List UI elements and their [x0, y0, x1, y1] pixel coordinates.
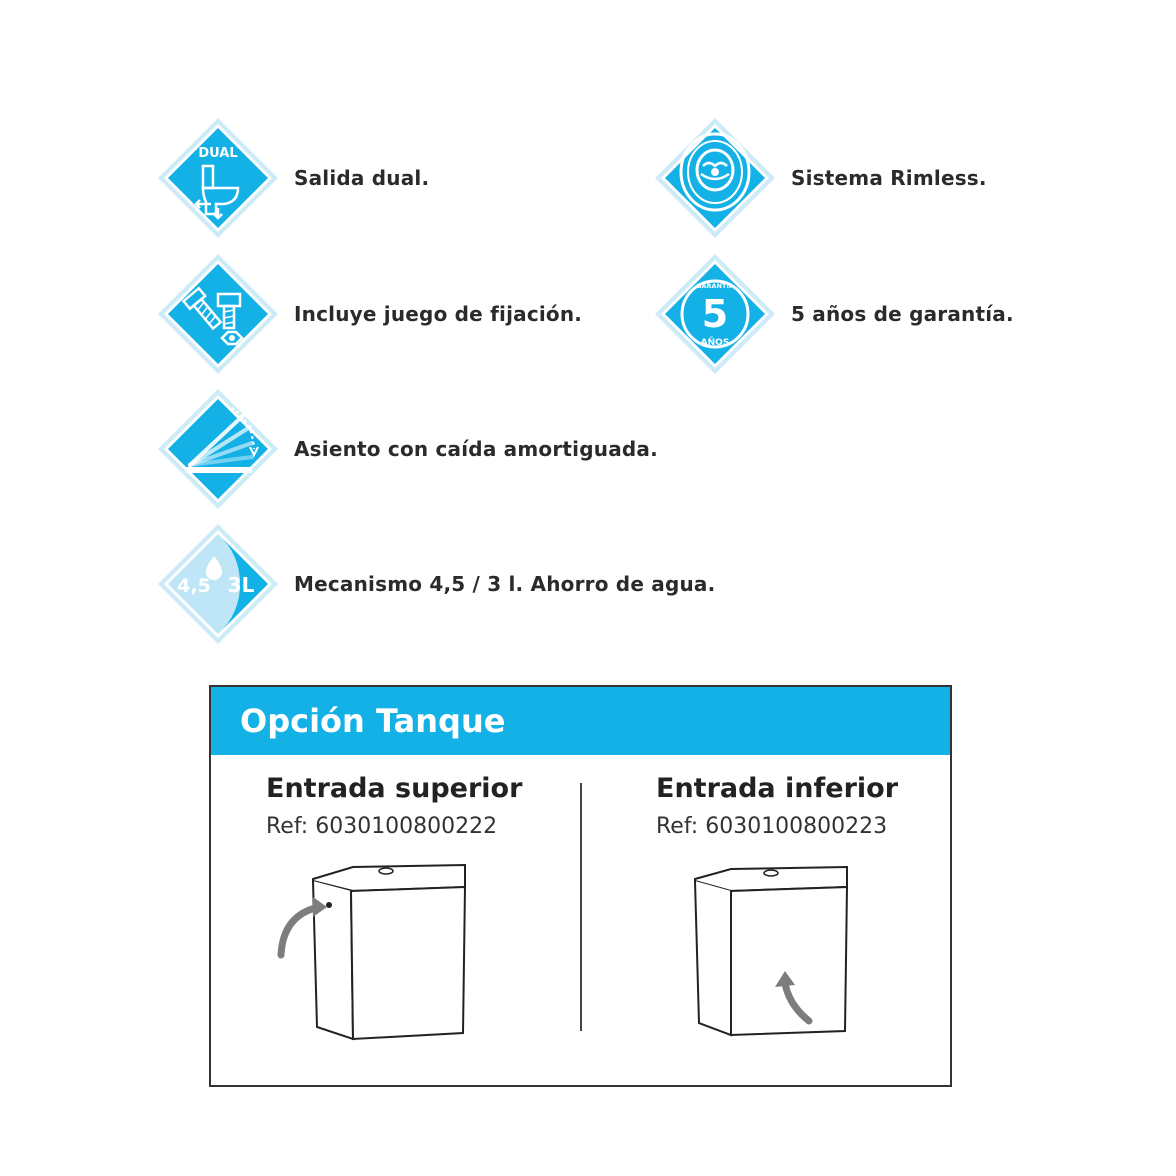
option-ref: Ref: 6030100800222: [266, 814, 498, 839]
feature-text: Sistema Rimless.: [791, 166, 987, 190]
tank-option-bottom-inlet: [656, 773, 898, 839]
badge-bottom-text: AÑOS: [700, 338, 730, 348]
badge-number: 5: [701, 292, 729, 336]
tank-bottom-inlet-icon: [691, 863, 871, 1053]
feature-text: 5 años de garantía.: [791, 302, 1014, 326]
badge-right-text: 3L: [227, 573, 255, 597]
feature-text: Asiento con caída amortiguada.: [294, 437, 658, 461]
screw-and-nut-icon: [156, 252, 280, 376]
tank-option-panel: [209, 685, 952, 1087]
tank-option-title: Opción Tanque: [211, 687, 950, 755]
option-title: Entrada inferior: [656, 773, 899, 804]
divider: [580, 783, 582, 1031]
tank-option-top-inlet: [266, 773, 522, 839]
feature-water-saving: [156, 522, 715, 646]
warranty-badge-icon: [653, 252, 777, 376]
water-drop-icon: [156, 522, 280, 646]
feature-warranty: [653, 252, 1014, 376]
tank-top-inlet-icon: [273, 857, 473, 1047]
dual-flush-toilet-icon: [156, 116, 280, 240]
soft-close-seat-icon: [156, 387, 280, 511]
feature-text: Salida dual.: [294, 166, 430, 190]
feature-text: Mecanismo 4,5 / 3 l. Ahorro de agua.: [294, 572, 716, 596]
feature-soft-close-seat: [156, 387, 658, 511]
feature-rimless: [653, 116, 987, 240]
feature-fixing-kit: [156, 252, 582, 376]
feature-text: Incluye juego de fijación.: [294, 302, 583, 326]
rimless-bowl-icon: [653, 116, 777, 240]
feature-dual-flush: [156, 116, 429, 240]
option-title: Entrada superior: [266, 773, 523, 804]
badge-label: DUAL: [198, 146, 238, 161]
badge-top-text: GARANTÍA: [696, 282, 734, 290]
option-ref: Ref: 6030100800223: [656, 814, 888, 839]
badge-left-text: 4,5: [177, 575, 211, 597]
